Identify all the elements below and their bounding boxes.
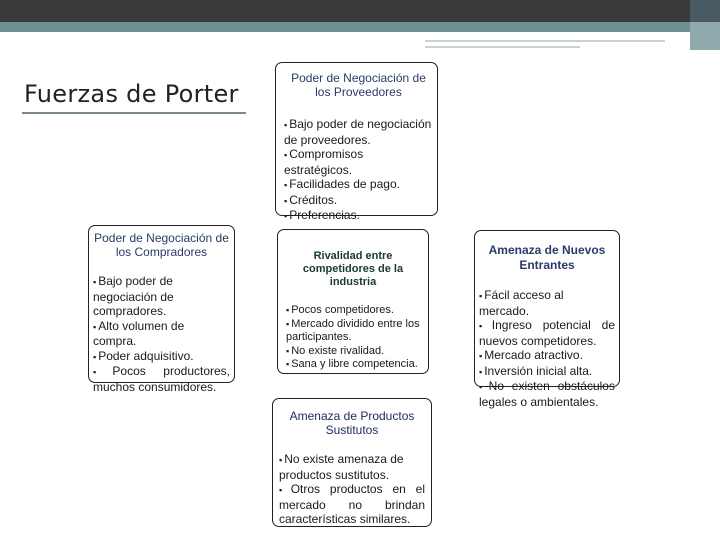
list-item: ▪ Bajo poder de negociación de proveedores.	[284, 117, 433, 147]
box-title: Rivalidad entre competidores de la industria	[302, 250, 404, 288]
list-item: ▪ Preferencias.	[284, 208, 433, 224]
list-item: ▪ Otros productos en el mercado no brindan características similares.	[279, 482, 425, 527]
box-poder-proveedores	[275, 62, 438, 222]
list-item: ▪ Mercado atractivo.	[479, 348, 615, 364]
list-item: ▪ Facilidades de pago.	[284, 177, 433, 193]
box-rivalidad	[277, 229, 429, 374]
item-list	[93, 274, 230, 394]
box-title: Poder de Negociación de los Proveedores	[291, 71, 426, 99]
list-item: ▪ Sana y libre competencia.	[286, 358, 420, 372]
list-item: ▪ Poder adquisitivo.	[93, 349, 230, 365]
list-item: ▪ Compromisos estratégicos.	[284, 147, 433, 177]
header-bar-corner	[690, 0, 720, 22]
list-item: ▪ Créditos.	[284, 193, 433, 209]
list-item: ▪ Ingreso potencial de nuevos competidores.	[479, 318, 615, 348]
item-list	[286, 304, 420, 372]
list-item: ▪ Pocos competidores.	[286, 304, 420, 318]
box-productos-sustitutos	[272, 398, 432, 527]
box-poder-compradores	[88, 225, 235, 394]
list-item: ▪ Inversión inicial alta.	[479, 364, 615, 380]
box-title: Poder de Negociación de los Compradores	[94, 231, 229, 259]
decorative-line	[425, 46, 580, 48]
header-bar-teal-corner	[690, 22, 720, 50]
box-title: Amenaza de Productos Sustitutos	[289, 409, 415, 437]
title-underline	[22, 112, 246, 114]
decorative-line	[425, 40, 665, 42]
item-list	[479, 288, 615, 409]
item-list	[284, 117, 433, 224]
header-bar-teal	[0, 22, 720, 32]
list-item: ▪ Pocos productores, muchos consumidores.	[93, 364, 230, 394]
box-title: Amenaza de Nuevos Entrantes	[488, 243, 606, 272]
list-item: ▪ No existe amenaza de productos sustitutos.	[279, 452, 425, 482]
list-item: ▪ Mercado dividido entre los participantes.	[286, 318, 420, 345]
list-item: ▪ Bajo poder de negociación de compradores.	[93, 274, 230, 319]
box-nuevos-entrantes	[474, 230, 620, 409]
list-item: ▪ Fácil acceso al mercado.	[479, 288, 615, 318]
list-item: ▪ No existen obstáculos legales o ambientales.	[479, 379, 615, 409]
page-title: Fuerzas de Porter	[24, 80, 239, 108]
item-list	[279, 452, 425, 527]
list-item: ▪ No existe rivalidad.	[286, 345, 420, 359]
header-bar-dark	[0, 0, 720, 22]
list-item: ▪ Alto volumen de compra.	[93, 319, 230, 349]
